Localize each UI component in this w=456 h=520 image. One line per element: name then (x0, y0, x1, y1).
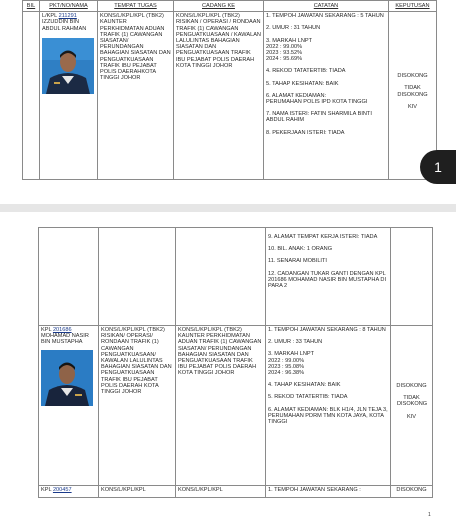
tempat-tugas-cell: KONS/L/KPL/KPL (99, 486, 176, 498)
personnel-photo (42, 38, 94, 94)
header-keputusan: KEPUTUSAN (389, 1, 437, 12)
keputusan-cell (391, 326, 433, 486)
bil-cell (23, 12, 40, 180)
service-number-link[interactable]: 201686 (52, 327, 72, 333)
tempat-tugas-cell: KONS/L/KPL/KPL (TBK2) RISIKAN/ OPERASI/ RONDAAN TRAFIK (1) CAWANGAN PENGUATKUASAAN/ KAWALAN LALULINTAS BAHAGIAN SIASATAN DAN PENGUATKUASAAN TRAFIK IBU PEJABAT POLIS DAERAH KOTA TINGGI JOHOR (99, 326, 176, 486)
header-bil: BIL (23, 1, 40, 12)
tempat-tugas-cell (99, 228, 176, 326)
catatan-item: 5. REKOD TATATERTIB: TIADA (268, 394, 348, 401)
keputusan-option: DISOKONG (396, 383, 427, 389)
page-number: 1 (428, 512, 431, 518)
record-table-bottom (38, 227, 433, 498)
record-table-top (22, 0, 437, 180)
catatan-item: 1. TEMPOH JAWATAN SEKARANG : 8 TAHUN (268, 327, 386, 333)
page-separator (0, 204, 456, 212)
catatan-item: 8. PEKERJAAN ISTERI: TIADA (266, 129, 345, 136)
header-pkt-no-nama: PKT/NO/NAMA (40, 1, 98, 12)
catatan-item: 1. TEMPOH JAWATAN SEKARANG : 5 TAHUN (266, 13, 384, 20)
cadang-ke-cell: KONS/L/KPL/KPL (176, 486, 266, 498)
rank-prefix: KPL (41, 487, 52, 493)
table-row (39, 228, 433, 326)
keputusan-option: TIDAK DISOKONG (397, 395, 428, 408)
catatan-item: 6. ALAMAT KEDIAMAN: PERUMAHAN POLIS IPD KOTA TINGGI (266, 92, 368, 106)
catatan-item: 10. BIL. ANAK: 1 ORANG (268, 246, 333, 253)
keputusan-cell: DISOKONG (391, 486, 433, 498)
catatan-item: 2. UMUR : 33 TAHUN (268, 339, 323, 346)
catatan-cell (264, 12, 389, 180)
personnel-photo (41, 350, 93, 406)
catatan-item: 3. MARKAH LNPT 2022 : 99.00% 2023 : 95.08% 2024 : 96.38% (268, 351, 315, 377)
page-indicator-badge[interactable]: 1 (420, 150, 456, 184)
cadang-ke-cell (176, 228, 266, 326)
table-row (23, 12, 437, 180)
catatan-item: 3. MARKAH LNPT 2022 : 99.00% 2023 : 93.52% 2024 : 95.69% (266, 37, 313, 63)
header-cadang-ke: CADANG KE (174, 1, 264, 12)
catatan-item: 12. CADANGAN TUKAR GANTI DENGAN KPL 201686 MOHAMAD NASIR BIN MUSTAPHA DI PARA 2 (268, 270, 387, 290)
catatan-cell (266, 326, 391, 486)
personnel-cell (39, 326, 99, 486)
catatan-item: 4. TAHAP KESIHATAN: BAIK (268, 382, 341, 389)
catatan-item: 11. SENARAI MOBILITI (268, 258, 327, 265)
catatan-item: 4. REKOD TATATERTIB: TIADA (266, 68, 346, 75)
rank-prefix: KPL (41, 327, 52, 333)
service-number-link[interactable]: 200457 (52, 487, 72, 493)
header-tempat-tugas: TEMPAT TUGAS (98, 1, 174, 12)
keputusan-option: KIV (406, 413, 417, 420)
cadang-ke-cell: KONS/L/KPL/KPL (TBK2) RISIKAN / OPERASI / RONDAAN TRAFIK (1) CAWANGAN PENGUATKUASAAN / KAWALAN LALULINTAS BAHAGIAN SIASATAN DAN PENGUATKUASAAN TRAFIK IBU PEJABAT POLIS DAERAH KOTA TINGGI JOHOR (174, 12, 264, 180)
keputusan-cell (391, 228, 433, 326)
service-number-link[interactable]: 211291 (58, 13, 77, 20)
catatan-item: 5. TAHAP KESIHATAN: BAIK (266, 80, 339, 87)
cadang-ke-cell: KONS/L/KPL/KPL (TBK2) KAUNTER PERKHIDMATAN ADUAN TRAFIK (1) CAWANGAN SIASATAN/ PERUNDANGAN BAHAGIAN SIASATAN DAN PENGUATKUASAAN TRAFIK IBU PEJABAT POLIS DAERAH KOTA TINGGI JOHOR (176, 326, 266, 486)
rank-prefix: L/KPL (42, 13, 58, 20)
catatan-item: 2. UMUR : 31 TAHUN (266, 25, 321, 32)
catatan-cell: 1. TEMPOH JAWATAN SEKARANG : (266, 486, 391, 498)
personnel-cell (39, 228, 99, 326)
personnel-name: IZZUDDIN BIN ABDUL RAHMAN (42, 19, 87, 32)
keputusan-option: KIV (407, 103, 418, 110)
personnel-cell (39, 486, 99, 498)
header-catatan: CATATAN (264, 1, 389, 12)
keputusan-option: DISOKONG (397, 73, 428, 80)
personnel-cell (40, 12, 98, 180)
catatan-item: 6. ALAMAT KEDIAMAN: BLK H1/4, JLN TEJA 3, PERUMAHAN PDRM TMN KOTA JAYA, KOTA TINGGI (268, 406, 388, 426)
personnel-name: MOHAMAD NASIR BIN MUSTAPHA (41, 333, 89, 346)
catatan-item: 7. NAMA ISTERI: FATIN SHARMILA BINTI ABDUL RAHIM (266, 111, 372, 124)
tempat-tugas-cell: KONS/L/KPL/KPL (TBK2) KAUNTER PERKHIDMATAN ADUAN TRAFIK (1) CAWANGAN SIASATAN/ PERUNDANGAN BAHAGIAN SIASATAN DAN PENGUATKUASAAN TRAFIK IBU PEJABAT POLIS DAERAHKOTA TINGGI JOHOR (98, 12, 174, 180)
table-row (39, 326, 433, 486)
keputusan-option: TIDAK DISOKONG (397, 85, 428, 98)
catatan-item: 9. ALAMAT TEMPAT KERJA ISTERI: TIADA (268, 234, 378, 240)
table-header-row (23, 1, 437, 12)
catatan-cell (266, 228, 391, 326)
table-row (39, 486, 433, 498)
